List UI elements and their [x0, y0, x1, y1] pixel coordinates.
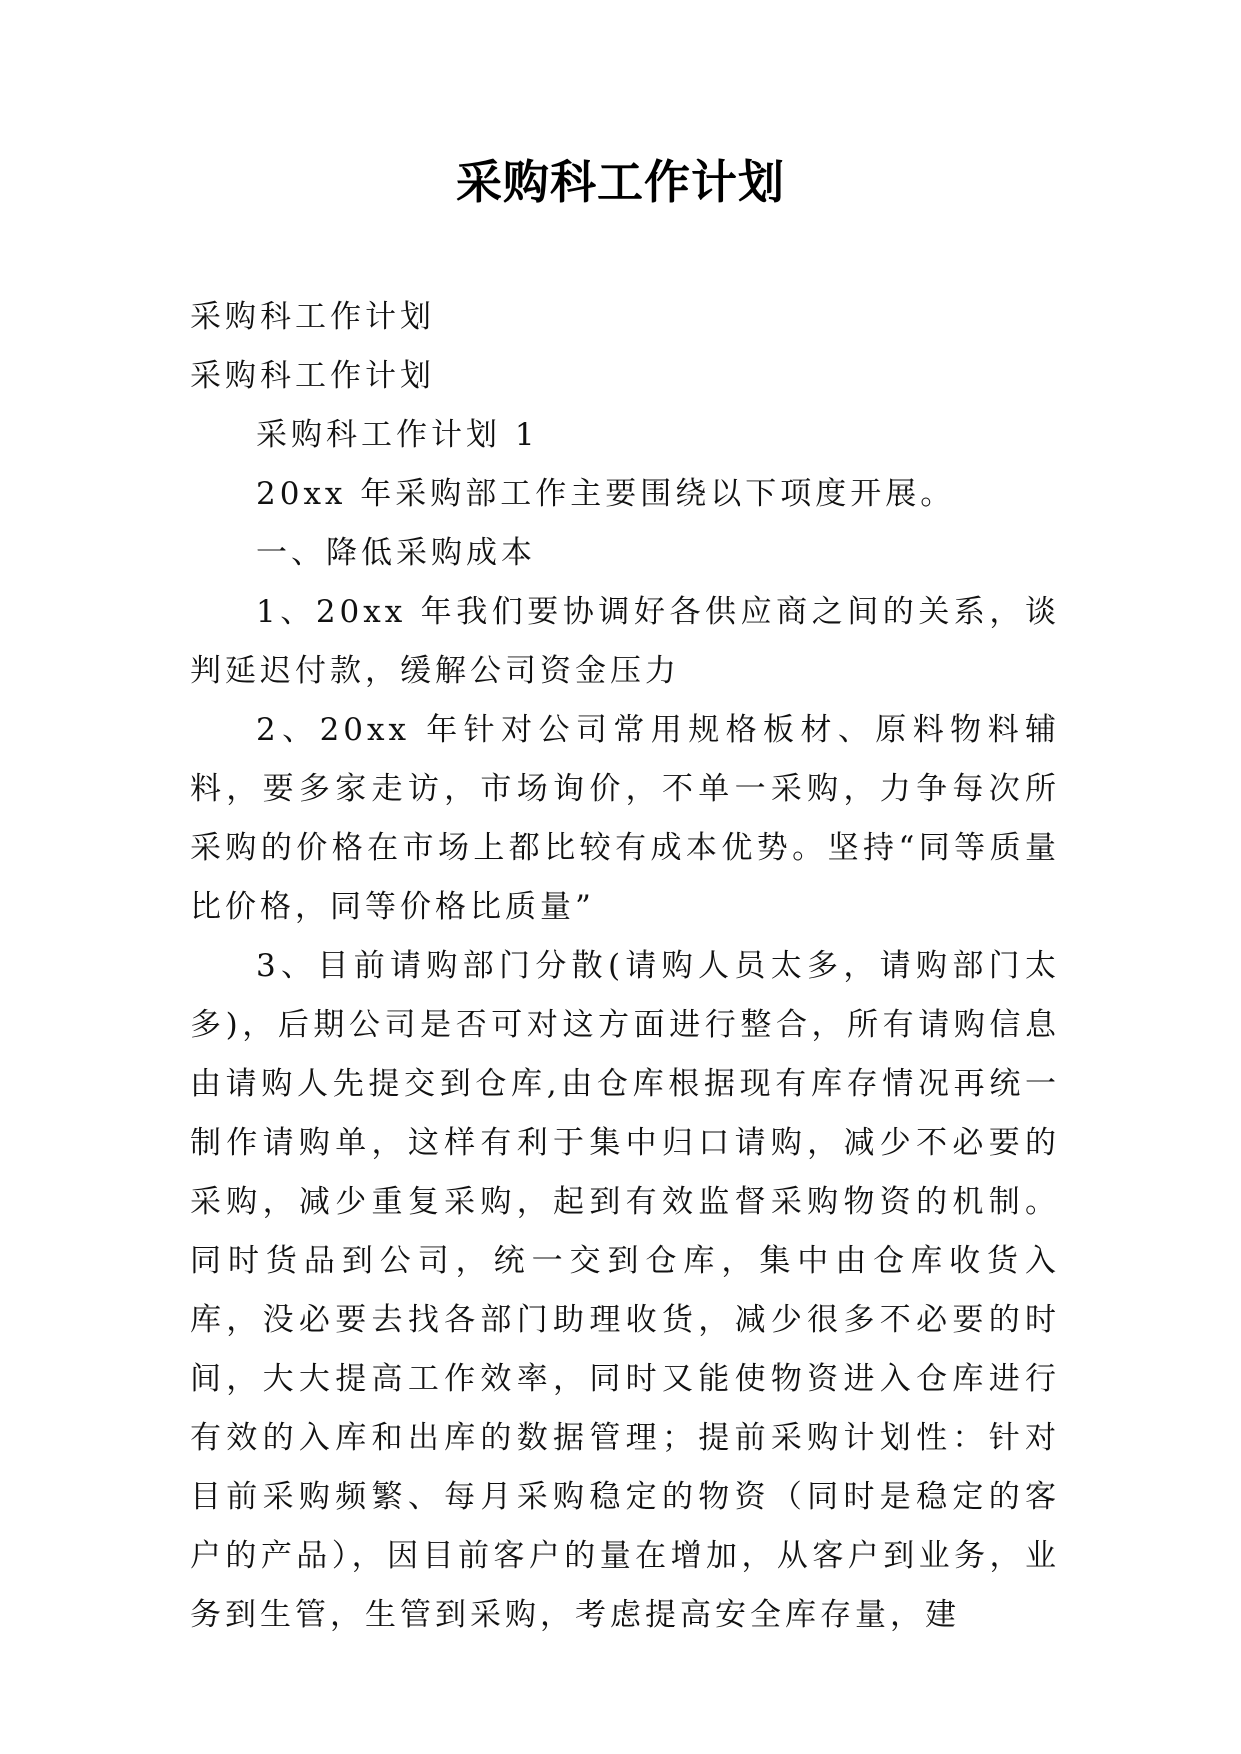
paragraph-item-3: 3、目前请购部门分散(请购人员太多，请购部门太多)，后期公司是否可对这方面进行整合，所有请购信息由请购人先提交到仓库,由仓库根据现有库存情况再统一制作请购单，这样有利于集中归口请购，减少不必要的采购，减少重复采购，起到有效监督采购物资的机制。同时货品到公司，统一交到仓库，集中由仓库收货入库，没必要去找各部门助理收货，减少很多不必要的时间，大大提高工作效率，同时又能使物资进入仓库进行有效的入库和出库的数据管理；提前采购计划性：针对目前采购频繁、每月采购稳定的物资（同时是稳定的客户的产品），因目前客户的量在增加，从客户到业务，业务到生管，生管到采购，考虑提高安全库存量，建	[190, 948, 1060, 1633]
paragraph-plan-number: 采购科工作计划 1	[256, 417, 539, 453]
document-body	[190, 288, 1060, 1645]
paragraph-heading-1: 采购科工作计划	[190, 299, 435, 335]
document-title: 采购科工作计划	[456, 155, 785, 209]
paragraph-section-heading: 一、降低采购成本	[256, 535, 536, 571]
paragraph-heading-2: 采购科工作计划	[190, 358, 435, 394]
paragraph-intro: 20xx 年采购部工作主要围绕以下项度开展。	[256, 476, 956, 512]
paragraph-item-1: 1、20xx 年我们要协调好各供应商之间的关系，谈判延迟付款，缓解公司资金压力	[190, 594, 1060, 689]
paragraph-item-2: 2、20xx 年针对公司常用规格板材、原料物料辅料，要多家走访，市场询价，不单一采购，力争每次所采购的价格在市场上都比较有成本优势。坚持“同等质量比价格，同等价格比质量”	[190, 712, 1060, 925]
